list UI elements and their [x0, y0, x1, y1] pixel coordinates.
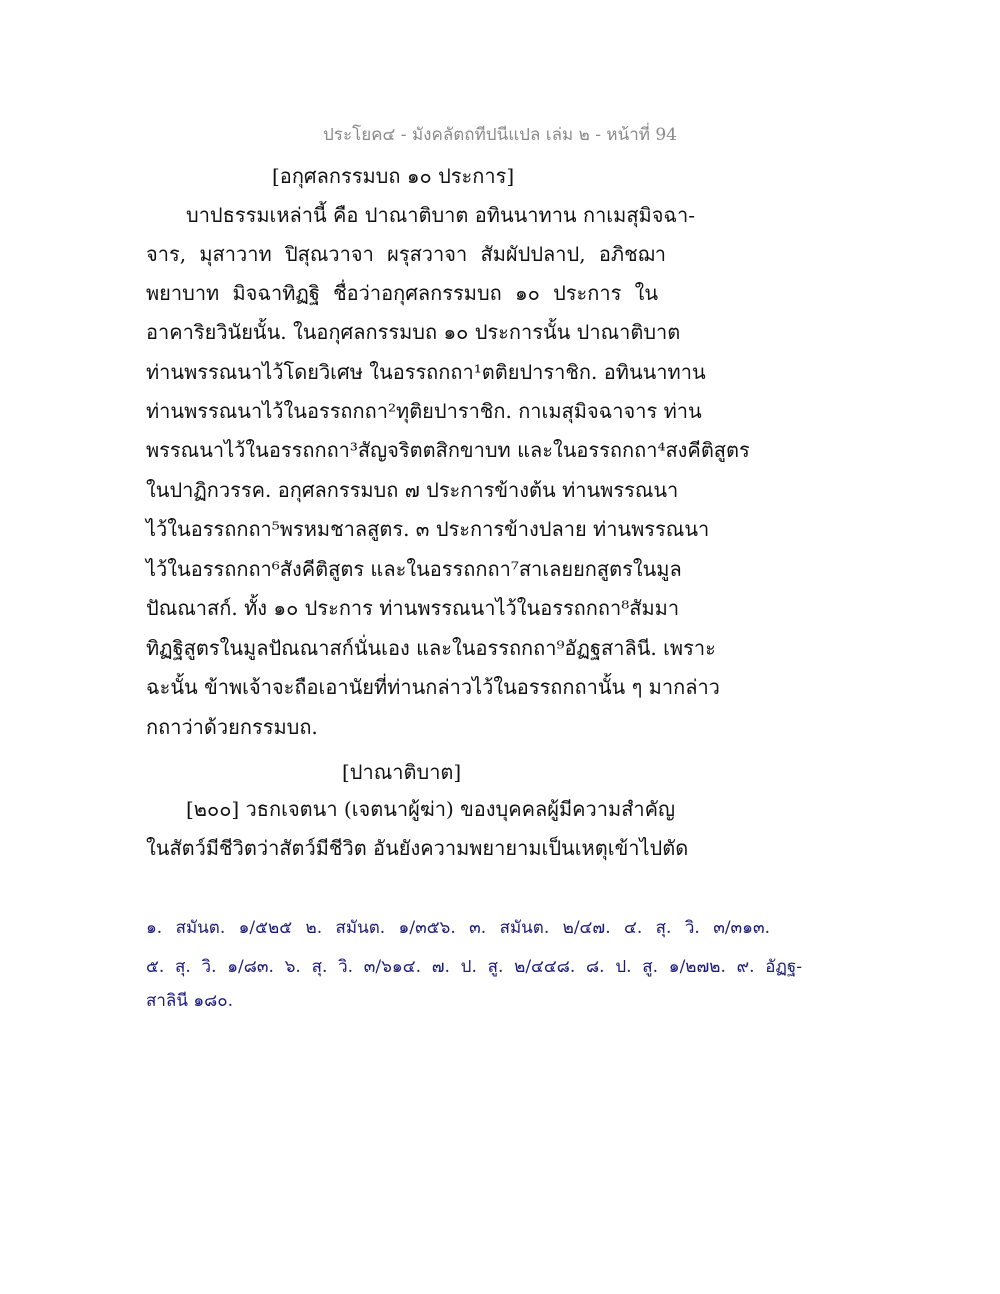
body-line: ท่านพรรณนาไว้โดยวิเศษ ในอรรถกถา¹ตติยปาราชิก. อทินนาทาน: [146, 360, 706, 384]
section-heading-unwholesome-paths: [อกุศลกรรมบถ ๑๐ ประการ]: [272, 164, 515, 188]
body-line: พรรณนาไว้ในอรรถกถา³สัญจริตตสิกขาบท และในอรรถกถา⁴สงคีติสูตร: [146, 438, 750, 462]
body-line: บาปธรรมเหล่านี้ คือ ปาณาติบาต อทินนาทาน กาเมสุมิจฉา-: [186, 203, 696, 227]
body-line: พยาบาท มิจฉาทิฏฐิ ชื่อว่าอกุศลกรรมบถ ๑๐ ประการ ใน: [146, 281, 658, 305]
body-line: ทิฏฐิสูตรในมูลปัณณาสก์นั่นเอง และในอรรถกถา⁹อัฏฐสาลินี. เพราะ: [146, 636, 716, 660]
body-line: ปัณณาสก์. ทั้ง ๑๐ ประการ ท่านพรรณนาไว้ในอรรถกถา⁸สัมมา: [146, 596, 680, 620]
running-header: ประโยค๔ - มังคลัตถทีปนีแปล เล่ม ๒ - หน้าที่ 94: [323, 125, 677, 145]
body-line: ท่านพรรณนาไว้ในอรรถกถา²ทุติยปาราชิก. กาเมสุมิจฉาจาร ท่าน: [146, 399, 702, 423]
body-line: อาคาริยวินัยนั้น. ในอกุศลกรรมบถ ๑๐ ประการนั้น ปาณาติบาต: [146, 320, 681, 344]
footnote-line: ๕. สุ. วิ. ๑/๘๓. ๖. สุ. วิ. ๓/๖๑๔. ๗. ป. สู. ๒/๔๔๘. ๘. ป. สู. ๑/๒๗๒. ๙. อัฏฐ-: [146, 957, 802, 977]
footnote-line: สาลินี ๑๘๐.: [146, 991, 234, 1011]
body-line: ในปาฏิกวรรค. อกุศลกรรมบถ ๗ ประการข้างต้น ท่านพรรณนา: [146, 478, 679, 502]
body-line: [๒๐๐] วธกเจตนา (เจตนาผู้ฆ่า) ของบุคคลผู้มีความสำคัญ: [186, 797, 676, 821]
section-heading-killing: [ปาณาติบาต]: [342, 760, 462, 784]
body-line: จาร, มุสาวาท ปิสุณวาจา ผรุสวาจา สัมผัปปลาป, อภิชฌา: [146, 242, 666, 266]
body-line: ไว้ในอรรถกถา⁶สังคีติสูตร และในอรรถกถา⁷สาเลยยกสูตรในมูล: [146, 557, 682, 581]
body-line: กถาว่าด้วยกรรมบถ.: [146, 715, 318, 739]
body-line: ไว้ในอรรถกถา⁵พรหมชาลสูตร. ๓ ประการข้างปลาย ท่านพรรณนา: [146, 517, 710, 541]
body-line: ฉะนั้น ข้าพเจ้าจะถือเอานัยที่ท่านกล่าวไว้ในอรรถกถานั้น ๆ มากล่าว: [146, 675, 720, 699]
body-line: ในสัตว์มีชีวิตว่าสัตว์มีชีวิต อันยังความพยายามเป็นเหตุเข้าไปตัด: [146, 836, 689, 860]
footnote-line: ๑. สมันต. ๑/๕๒๕ ๒. สมันต. ๑/๓๕๖. ๓. สมันต. ๒/๔๗. ๔. สุ. วิ. ๓/๓๑๓.: [146, 918, 770, 938]
